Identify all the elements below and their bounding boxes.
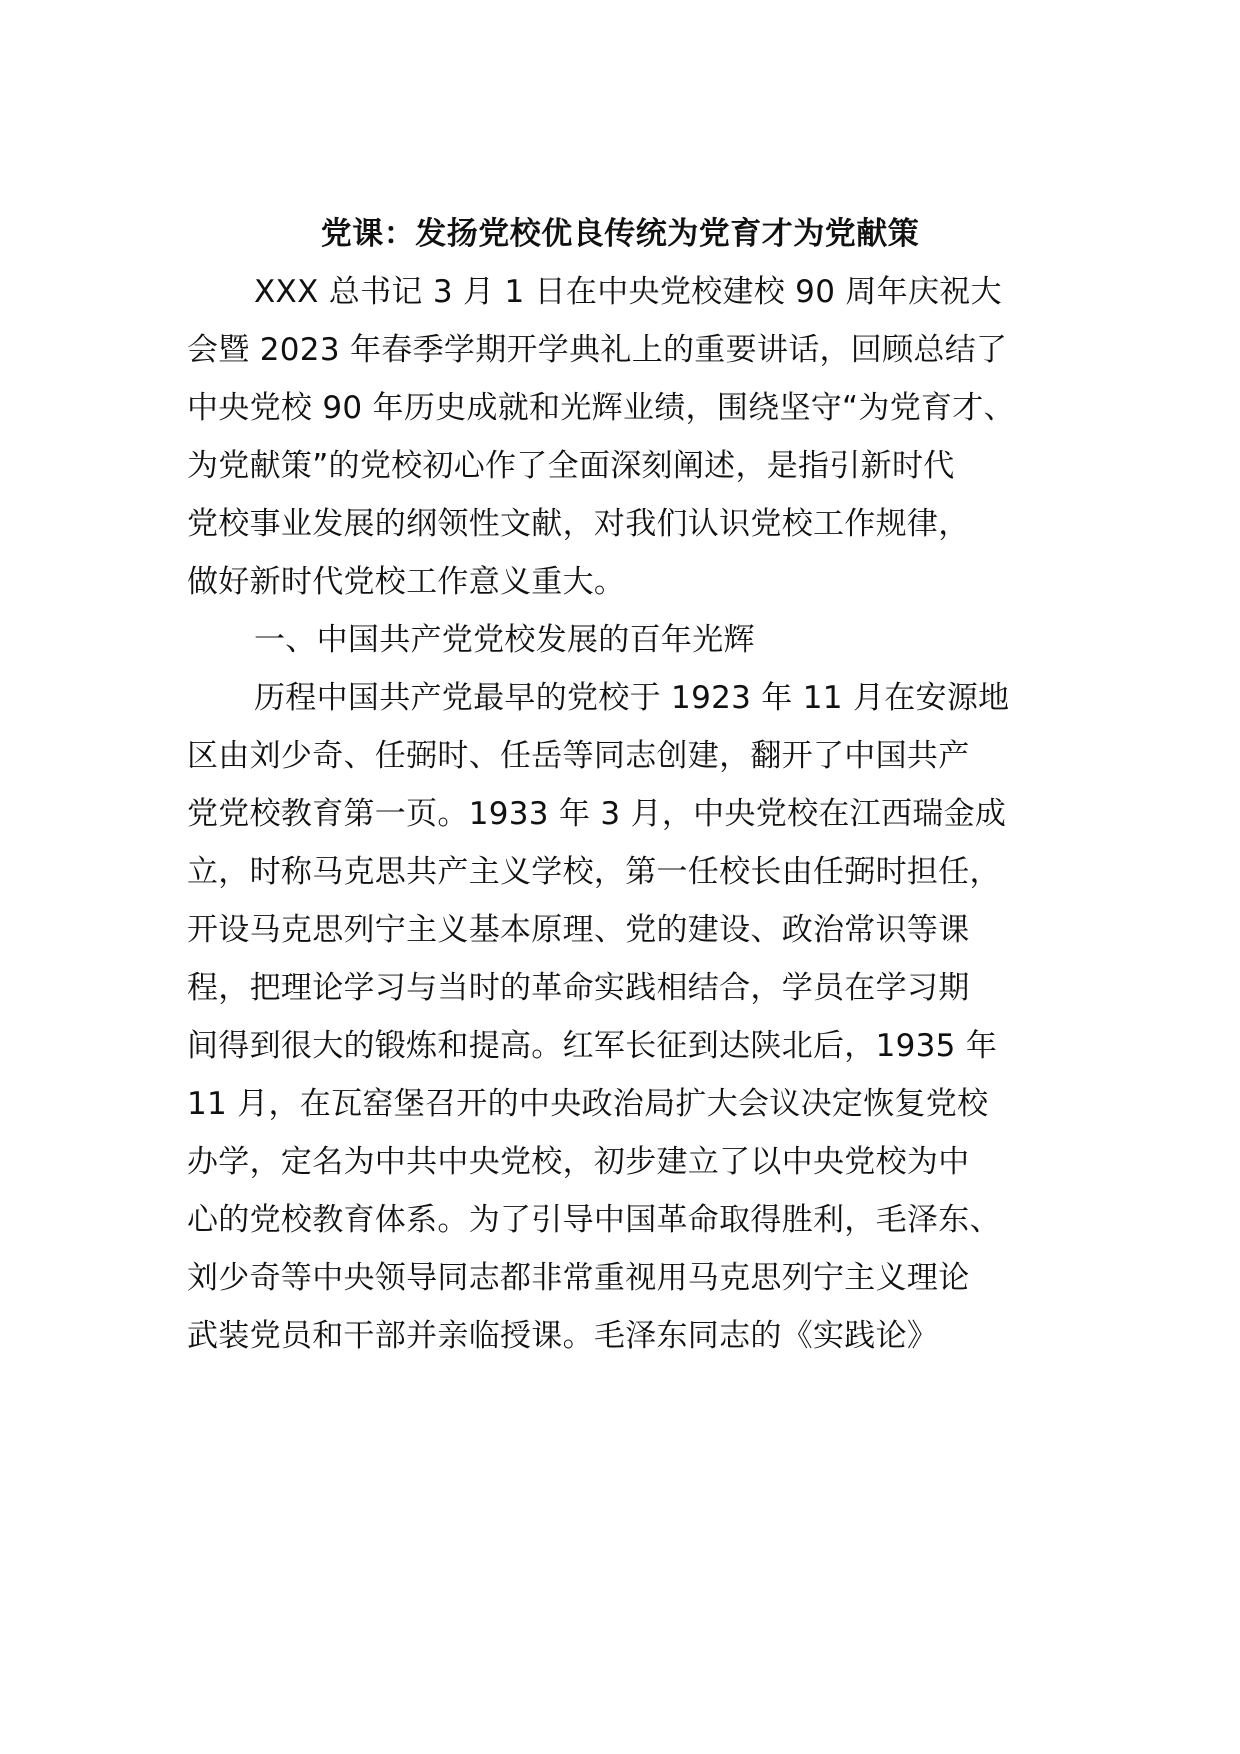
text-line-9: 区由刘少奇、任弼时、任岳等同志创建，翻开了中国共产 (187, 738, 970, 774)
text-line-4: 为党献策”的党校初心作了全面深刻阐述，是指引新时代 (187, 448, 955, 484)
text-line-18: 刘少奇等中央领导同志都非常重视用马克思列宁主义理论 (187, 1260, 970, 1296)
text-line-3: 中央党校 90 年历史成就和光辉业绩，围绕坚守“为党育才、 (187, 390, 1015, 426)
text-line-15: 11 月，在瓦窑堡召开的中央政治局扩大会议决定恢复党校 (187, 1086, 989, 1122)
document-title: 党课：发扬党校优良传统为党育才为党献策 (320, 216, 920, 252)
text-line-13: 程，把理论学习与当时的革命实践相结合，学员在学习期 (187, 970, 970, 1006)
text-line-12: 开设马克思列宁主义基本原理、党的建设、政治常识等课 (187, 912, 970, 948)
text-line-1: XXX 总书记 3 月 1 日在中央党校建校 90 周年庆祝大 (254, 274, 1002, 310)
text-line-14: 间得到很大的锻炼和提高。红军长征到达陕北后，1935 年 (187, 1028, 998, 1064)
text-line-6: 做好新时代党校工作意义重大。 (187, 564, 626, 600)
text-line-2: 会暨 2023 年春季学期开学典礼上的重要讲话，回顾总结了 (187, 332, 1008, 368)
text-line-10: 党党校教育第一页。1933 年 3 月，中央党校在江西瑞金成 (187, 796, 1007, 832)
text-line-16: 办学，定名为中共中央党校，初步建立了以中央党校为中 (187, 1144, 970, 1180)
text-line-5: 党校事业发展的纲领性文献，对我们认识党校工作规律， (187, 506, 970, 542)
text-line-19: 武装党员和干部并亲临授课。毛泽东同志的《实践论》 (187, 1318, 939, 1354)
text-line-17: 心的党校教育体系。为了引导中国革命取得胜利，毛泽东、 (187, 1202, 1001, 1238)
text-line-8: 历程中国共产党最早的党校于 1923 年 11 月在安源地 (254, 680, 1010, 716)
text-line-11: 立，时称马克思共产主义学校，第一任校长由任弼时担任， (187, 854, 1001, 890)
section-heading: 一、中国共产党党校发展的百年光辉 (254, 622, 755, 658)
